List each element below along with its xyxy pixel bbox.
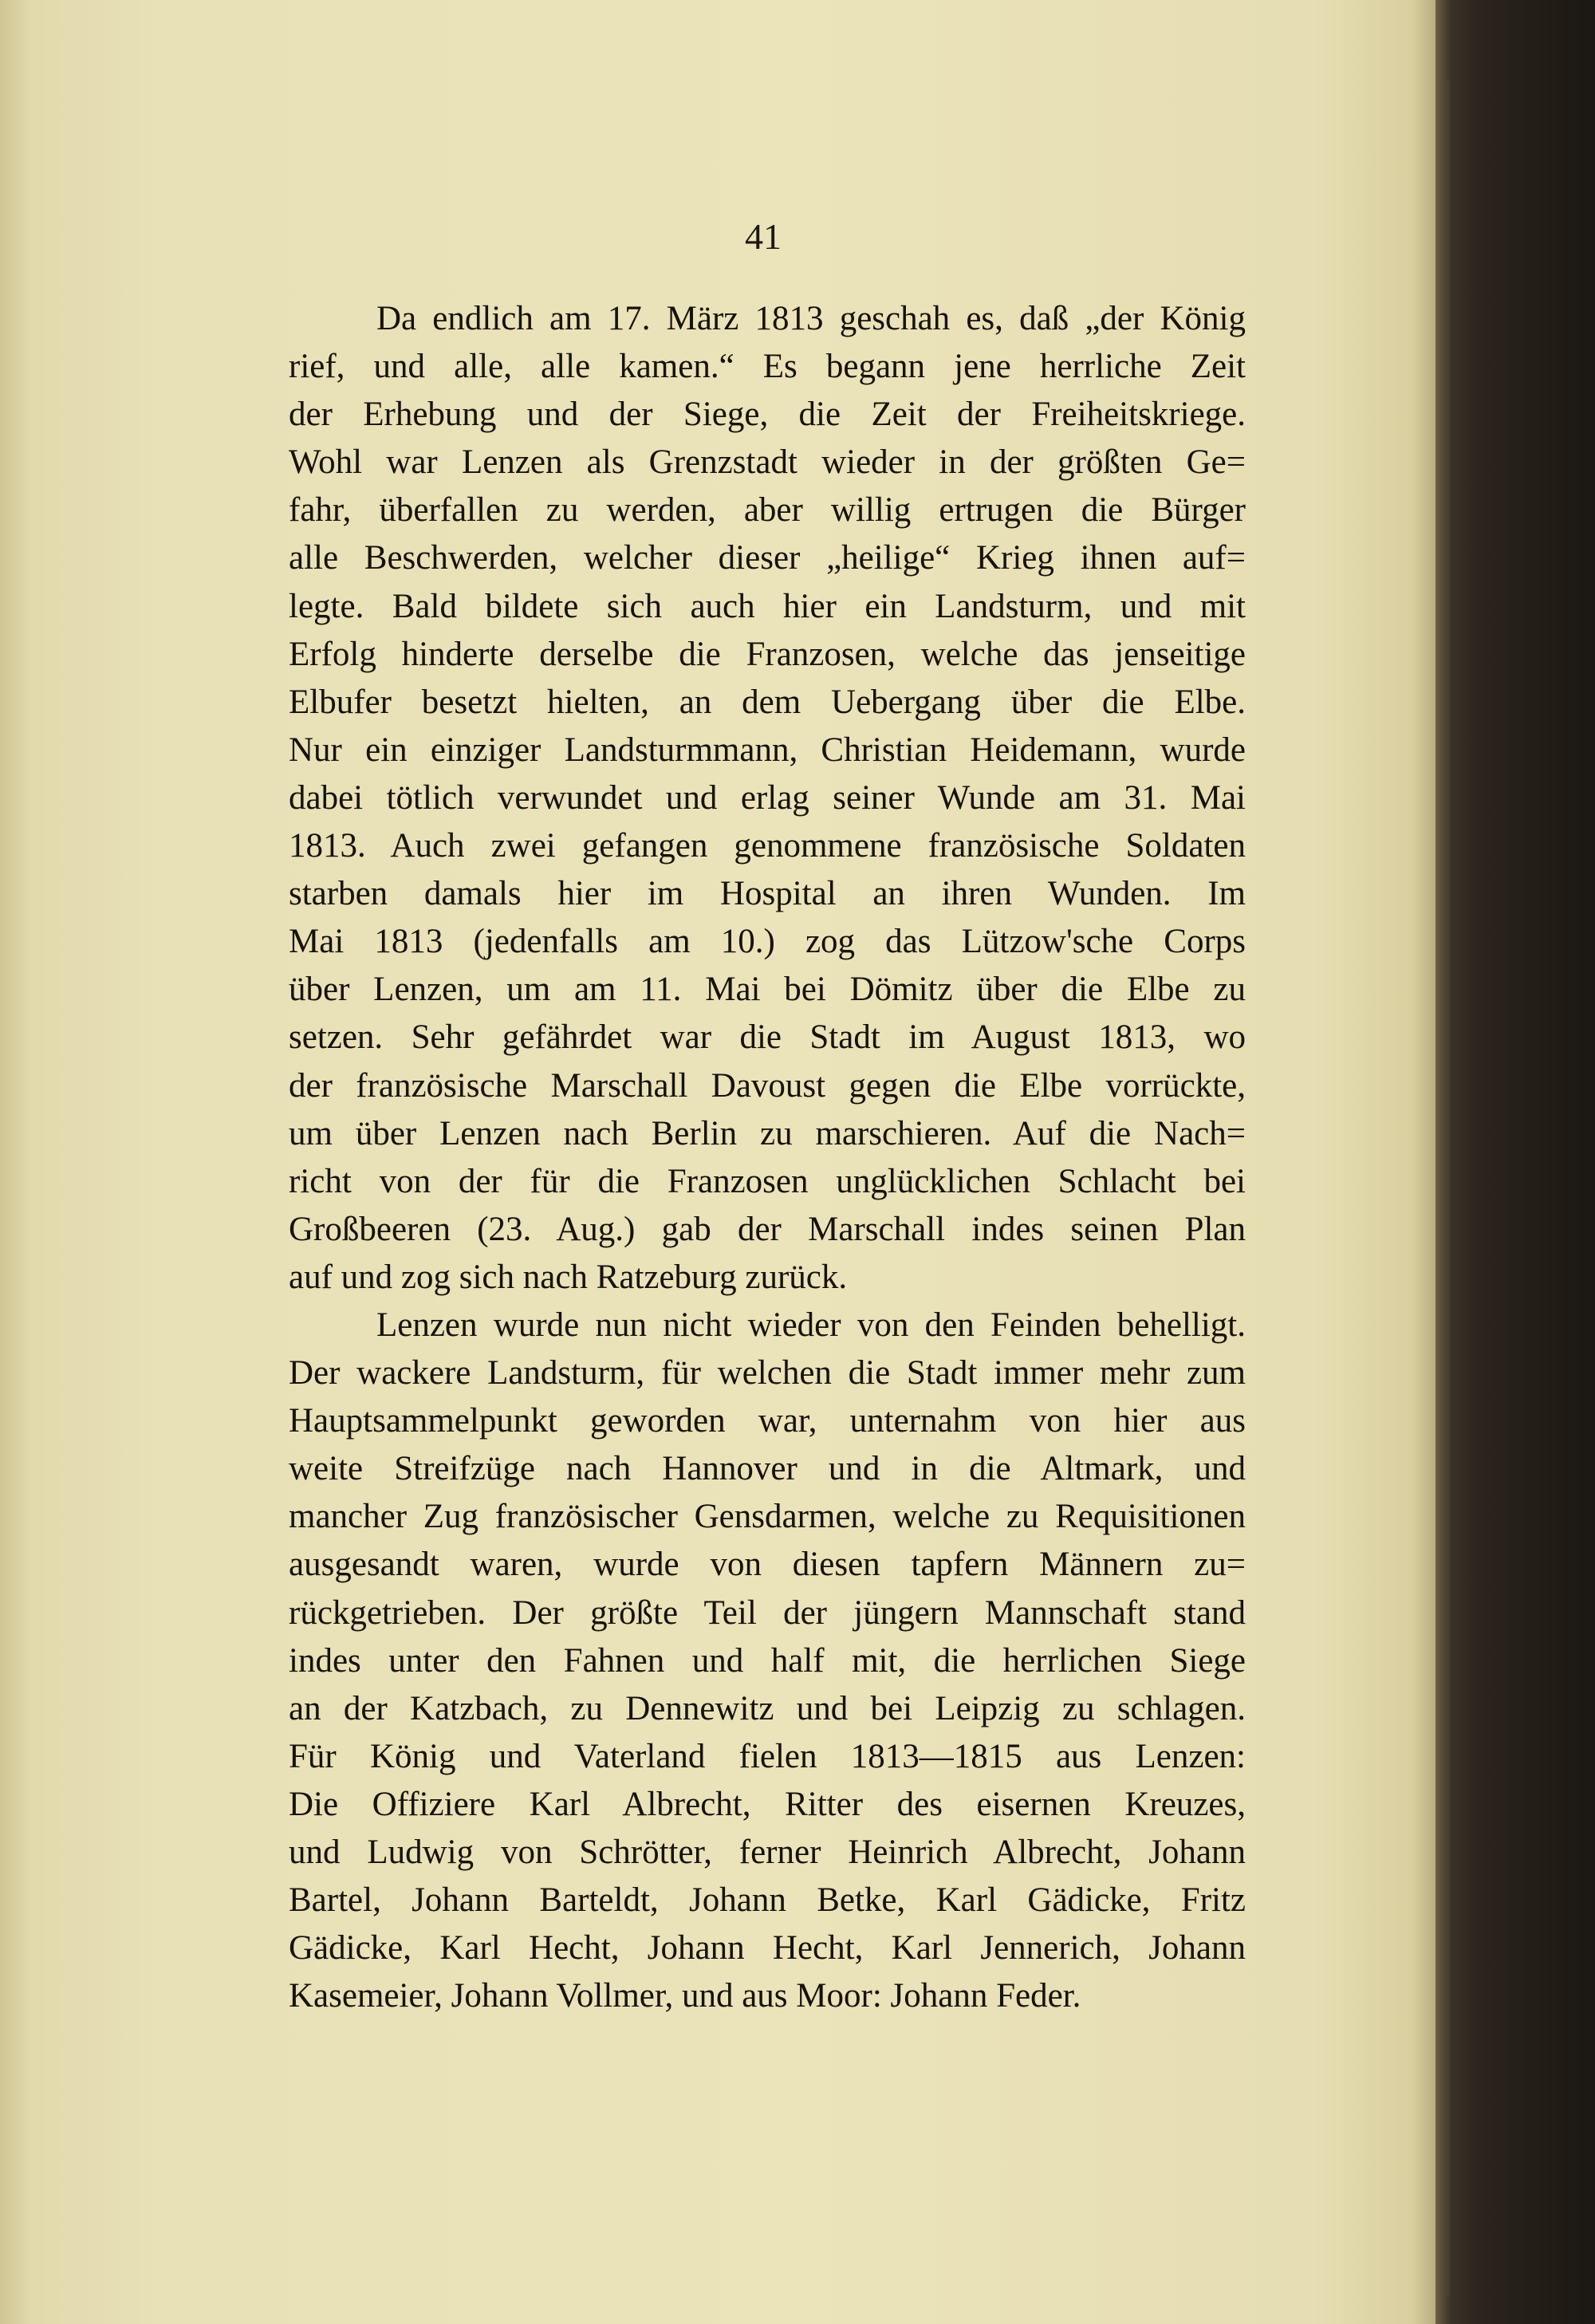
text-line: 1813. Auch zwei gefangen genommene französische Soldaten	[289, 827, 1246, 865]
text-line: der Erhebung und der Siege, die Zeit der Freiheitskriege.	[289, 396, 1246, 434]
text-line: rückgetrieben. Der größte Teil der jüngern Mannschaft stand	[289, 1593, 1246, 1632]
text-line: weite Streifzüge nach Hannover und in die Altmark, und	[289, 1450, 1246, 1488]
page-edge-strip	[1445, 80, 1450, 2297]
text-line: alle Beschwerden, welcher dieser „heilige“ Krieg ihnen auf=	[289, 539, 1246, 577]
text-line: Mai 1813 (jedenfalls am 10.) zog das Lützow'sche Corps	[289, 923, 1246, 961]
text-line: Kasemeier, Johann Vollmer, und aus Moor: Johann Feder.	[289, 1977, 1081, 2015]
text-line: legte. Bald bildete sich auch hier ein Landsturm, und mit	[289, 587, 1246, 625]
text-line: richt von der für die Franzosen unglücklichen Schlacht bei	[289, 1162, 1246, 1200]
text-line: Für König und Vaterland fielen 1813—1815 aus Lenzen:	[289, 1737, 1246, 1775]
text-line: Da endlich am 17. März 1813 geschah es, daß „der König	[376, 300, 1246, 337]
text-line: über Lenzen, um am 11. Mai bei Dömitz über die Elbe zu	[289, 971, 1246, 1009]
text-line: dabei tötlich verwundet und erlag seiner Wunde am 31. Mai	[289, 778, 1246, 817]
text-line: Gädicke, Karl Hecht, Johann Hecht, Karl Jennerich, Johann	[289, 1929, 1246, 1968]
text-line: setzen. Sehr gefährdet war die Stadt im August 1813, wo	[289, 1018, 1246, 1057]
text-line: der französische Marschall Davoust gegen die Elbe vorrückte,	[289, 1066, 1246, 1105]
page-number: 41	[745, 216, 782, 257]
body-text	[289, 295, 1246, 2020]
text-line: indes unter den Fahnen und half mit, die herrlichen Siege	[289, 1641, 1246, 1680]
text-line: Großbeeren (23. Aug.) gab der Marschall indes seinen Plan	[289, 1210, 1246, 1248]
text-line: an der Katzbach, zu Dennewitz und bei Leipzig zu schlagen.	[289, 1689, 1246, 1727]
text-line: Der wackere Landsturm, für welchen die Stadt immer mehr zum	[289, 1354, 1246, 1392]
text-line: Bartel, Johann Barteldt, Johann Betke, Karl Gädicke, Fritz	[289, 1881, 1246, 1920]
text-line: um über Lenzen nach Berlin zu marschieren. Auf die Nach=	[289, 1114, 1246, 1152]
text-line: Wohl war Lenzen als Grenzstadt wieder in der größten Ge=	[289, 443, 1246, 482]
text-line: Erfolg hinderte derselbe die Franzosen, welche das jenseitige	[289, 635, 1246, 673]
text-line: fahr, überfallen zu werden, aber willig ertrugen die Bürger	[289, 491, 1246, 530]
text-line: Nur ein einziger Landsturmmann, Christian Heidemann, wurde	[289, 731, 1246, 769]
text-line: ausgesandt waren, wurde von diesen tapfern Männern zu=	[289, 1546, 1246, 1584]
text-line: Die Offiziere Karl Albrecht, Ritter des eisernen Kreuzes,	[289, 1785, 1246, 1823]
text-line: auf und zog sich nach Ratzeburg zurück.	[289, 1258, 848, 1296]
text-line: und Ludwig von Schrötter, ferner Heinrich Albrecht, Johann	[289, 1834, 1246, 1871]
text-line: rief, und alle, alle kamen.“ Es begann jene herrliche Zeit	[289, 348, 1246, 386]
text-line: Elbufer besetzt hielten, an dem Uebergang über die Elbe.	[289, 683, 1246, 721]
text-line: starben damals hier im Hospital an ihren Wunden. Im	[289, 875, 1246, 913]
text-line: Hauptsammelpunkt geworden war, unternahm von hier aus	[289, 1402, 1246, 1440]
book-cover-edge	[1436, 0, 1595, 2324]
text-line: mancher Zug französischer Gensdarmen, welche zu Requisitionen	[289, 1498, 1246, 1536]
text-line: Lenzen wurde nun nicht wieder von den Feinden behelligt.	[376, 1306, 1246, 1344]
